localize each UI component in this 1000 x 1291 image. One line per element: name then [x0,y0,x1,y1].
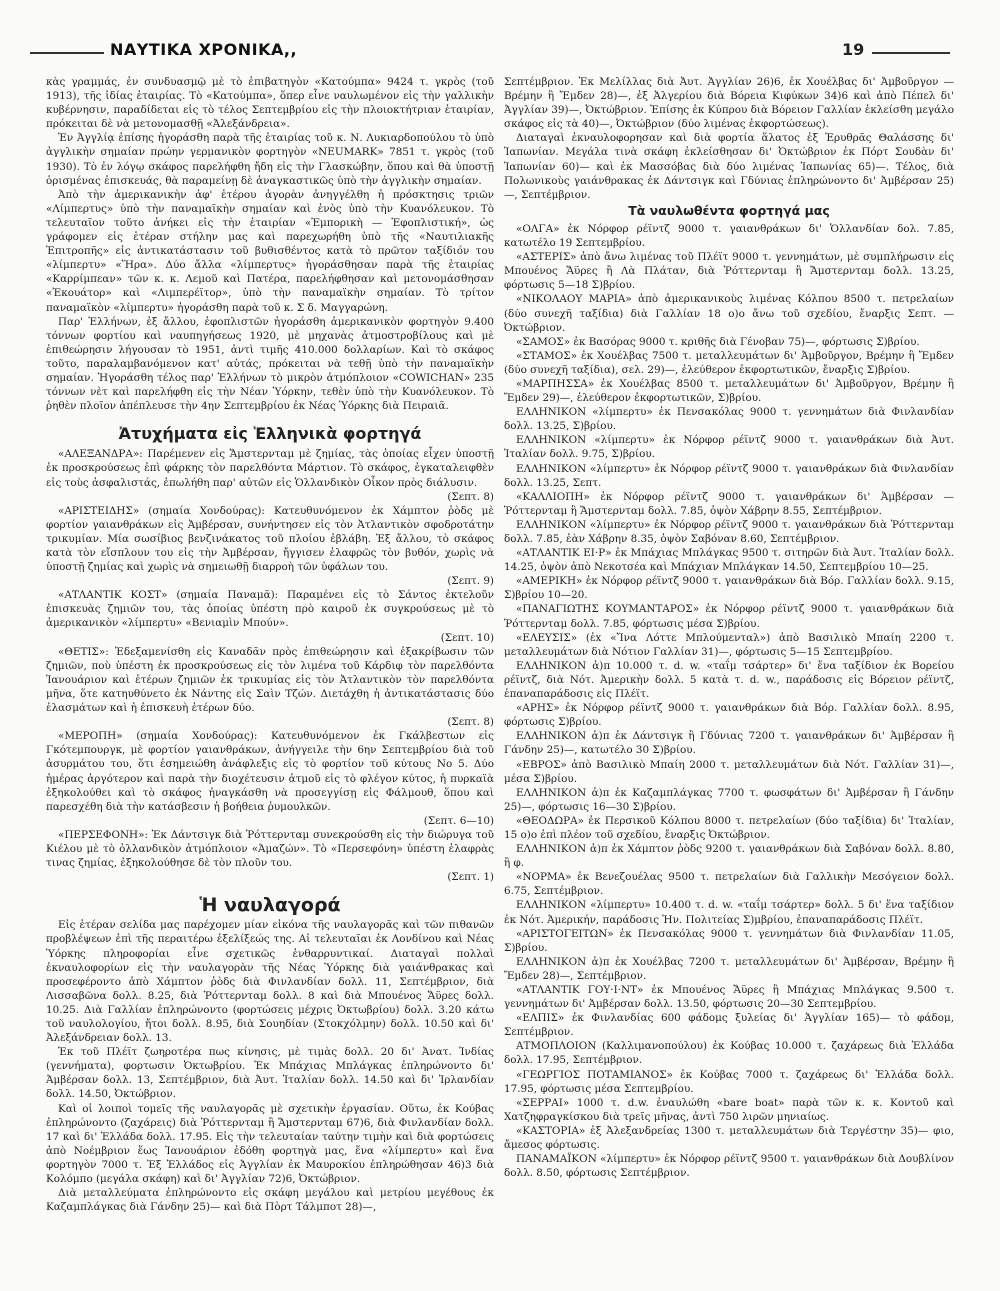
accident-date: (Σεπτ. 9) [447,575,494,588]
charter-entry: ΕΛΛΗΝΙΚΟΝ ἀ)π ἐκ Χουέλβας 7200 τ. μεταλλευμάτων δι' Ἀμβέρσαν, Βρέμην ἢ Ἔμδεν 28)—, Σεπτέμβριον. [504,955,954,982]
accident-item: «ΠΕΡΣΕΦΟΝΗ»: Ἐκ Δάντσιγκ διὰ Ῥόττερνταμ συνεκρούσθη εἰς τὴν διώρυγα τοῦ Κιέλου μὲ τὸ ὁλλανδικὸν ἀτμόπλοιον «Ἀμαζών». Τὸ «Περσεφόνη» ὑπέστη ἐλαφρὰς τινας ζημίας, ἐξηκολούθησε δὲ τὸν πλοῦν του. [46,828,494,870]
charter-entry: ΑΤΜΟΠΛΟΙΟΝ (Καλλιμανοπούλου) ἐκ Κούβας 10.000 τ. ζαχάρεως διὰ Ἑλλάδα δολλ. 17.95, Σεπτέμβριον. [504,1040,954,1067]
accident-item: «ΜΕΡΟΠΗ» (σημαία Χονδούρας): Κατευθυνόμενον ἐκ Γκάλβεστων εἰς Γκότεμπουργκ, μὲ φορτίον γαιανθράκων, ἀνήγγειλε τὴν 6ην Σεπτεμβρίου διὰ τοῦ ἀσυρμάτου του, ὅτι ἐσημειώθη ἀνάφλεξις εἰς τὸ φορτίον τοῦ κύτους No 5. Δύο ἡμέρας ἀργότερον καὶ παρὰ τὴν διοχέτευσιν ἀτμοῦ εἰς τὸ φλέγον κύτος, ἡ πυρκαϊὰ ἐξηκολούθει καὶ τὸ σκάφος ἠναγκάσθη νὰ προσεγγίσῃ εἰς Φάλμουθ, ὅπου καὶ παρεσχέθη διὰ τὴν κατάσβεσιν ἡ βοήθεια ῥυμουλκῶν. [46,730,494,813]
article-paragraph: Εἰς ἑτέραν σελίδα μας παρέχομεν μίαν εἰκόνα τῆς ναυλαγορᾶς καὶ τῶν πιθανῶν προβλέψεων ἐπὶ τῆς περαιτέρω ἐξελίξεώς της. Αἱ τελευταῖαι ἐκ Λονδίνου καὶ Νέας Ὑόρκης πληροφορίαι εἶνε σχετικῶς ἐνθαρρυντικαί. Διαταγαὶ πολλαὶ ἐκναυλοφορίων εἰς τὴν ναυλαγορὰν τῆς Νέας Ὑόρκης διὰ γαιάνθρακας καὶ προσεφέροντο ἀπὸ Χάμπτον ῥὸδς διὰ Φινλανδίαν δολλ. 11, Σεπτέμβριον, διὰ Λισσαβῶνα δολλ. 8.25, διὰ Ῥόττερνταμ δολλ. 8 καὶ διὰ Μπουένος Ἄϋρες δολλ. 10.25. Διὰ Γαλλίαν ἐπληρώνοντο (φορτώσεις μέχρις Ὀκτωβρίου) δολλ. 3.20 κάτω τοῦ ναυλολογίου, ἤτοι δολλ. 8.95, διὰ Σουηδίαν (Στοκχόλμην) δολλ. 10.50 καὶ δι' Ἀλεξάνδρειαν δολλ. 13. [46,919,494,1045]
accident-item: «ΑΛΕΞΑΝΔΡΑ»: Παρέμενεν εἰς Ἄμστερνταμ μὲ ζημίας, τὰς ὁποίας εἶχεν ὑποστῇ ἐκ προσκρούσεως ἐπὶ φάρκης τὸν παρελθόντα Μάρτιον. Τὸ σκάφος, ἐγκαταλειφθὲν εἰς τοὺς ἀσφαλιστάς, ἐπωλήθη παρ' αὐτῶν εἰς Ὁλλανδικὸν Οἶκον πρὸς διάλυσιν. [46,448,494,489]
charter-entry: ΕΛΛΗΝΙΚΟΝ «λίμπερτυ» ἐκ Νόρφορ ρέϊντζ 9000 τ. γαιανθράκων διὰ Φινλανδίαν δολλ. 13.25, Σεπτ. [504,462,954,489]
market-heading: Ἡ ναυλαγορά [199,894,341,917]
charter-entry: ΕΛΛΗΝΙΚΟΝ ἀ)π ἐκ Δάντσιγκ ἢ Γδύνιας 7200 τ. γαιανθράκων δι' Ἀμβέρσαν ἢ Γάνδην 25)—, κατωτέλο 30 Σ)βρίου. [504,730,954,757]
accident-item: «ΑΡΙΣΤΕΙΔΗΣ» (σημαία Χονδούρας): Κατευθυνόμενον ἐκ Χάμπτον ῥὸδς μὲ φορτίον γαιανθράκων εἰς Ἀμβέρσαν, συνήντησεν εἰς τὸν Ἀτλαντικὸν σφοδροτάτην τρικυμίαν. Μία σωσίβιος βενζινάκατος τοῦ πλοίου ἐβλάβη. Ἐξ ἄλλου, τὸ σκάφος κατὰ τὸν εἴσπλουν του εἰς τὴν Ἀμβέρσαν, ἤγγισεν ἐλαφρῶς τὸν βυθόν, χωρὶς νὰ ὑποστῇ ζημίας καὶ χωρὶς νὰ σημειωθῇ διαρροὴ τῶν ὑφάλων του. [46,504,494,574]
article-paragraph: Παρ' Ἑλλήνων, ἐξ ἄλλου, ἐφοπλιστῶν ἠγοράσθη ἀμερικανικὸν φορτηγὸν 9.400 τόννων φορτίου καὶ ναυπηγήσεως 1920, μὲ μηχανὰς ἀτμοστροβίλους καὶ μὲ ἐπιθεώρησιν λήγουσαν τὸ 1951, ἀντὶ τιμῆς 410.000 δολλαρίων. Καὶ τὸ σκάφος τοῦτο, παραλαμβανόμενον κατ' αὐτάς, πρόκειται νὰ τεθῇ ὑπὸ τὴν παναμαϊκὴν σημαίαν. Ἠγοράσθη τέλος παρ' Ἑλλήνων τὸ μικρὸν ἀτμόπλοιον «COWICHAN» 235 τόννων νὲτ καὶ παρελήφθη εἰς τὴν Νέαν Ὑόρκην, τεθὲν ὑπὸ τὴν Κυανόλευκον. Τὸ ῥηθὲν πλοῖον ἀπέπλευσε τὴν 4ην Σεπτεμβρίου ἐκ Νέας Ὑόρκης διὰ Πειραιᾶ. [46,315,494,413]
charter-entry: «ΑΤΛΑΝΤΙΚ ΓΟΥ·Ι·ΝΤ» ἐκ Μπουένος Ἄϋρες ἢ Μπάχιας Μπλάγκας 9.500 τ. γεννημάτων δι' Ἀμβέρσαν δολλ. 13.50, φόρτωσις 20—30 Σεπτεμβρίου. [504,984,954,1011]
charter-entry: «ΚΑΛΛΙΟΠΗ» ἐκ Νόρφορ ρέϊντζ 9000 τ. γαιανθράκων δι' Ἀμβέρσαν — Ῥόττερνταμ ἢ Ἄμστερνταμ δολλ. 7.85, ὀψὸν Χάβρην 8.55, Σεπτέμβριον. [504,490,954,517]
charter-entry: «ΕΒΡΟΣ» ἀπὸ Βασιλικὸ Μπαίη 2000 τ. μεταλλευμάτων διὰ Νότ. Γαλλίαν 31)—, μέσα Σ)βρίου. [504,758,954,785]
left-column [46,75,494,1214]
charter-entry: «ΑΤΛΑΝΤΙΚ ΕΙ·Ρ» ἐκ Μπάχιας Μπλάγκας 9500 τ. σιτηρῶν διὰ Ἀυτ. Ἰταλίαν δολλ. 14.25, ὀψὸν ἀπὸ Νεκοτσέα καὶ Μπάχιαν Μπλάγκαν 14.50, Σεπτεμβρίου 10—25. [504,547,954,574]
charter-entry: «ΝΙΚΟΛΑΟΥ ΜΑΡΙΑ» ἀπὸ ἀμερικανικοὺς λιμένας Κόλπου 8500 τ. πετρελαίων (δύο συνεχῆ ταξίδια) διὰ Γαλλίαν 18 ο)ο ἄνω τοῦ σχεδίου, ἔναρξις Σεπτ. — Ὀκτώβριον. [504,293,954,334]
charter-entry: ΕΛΛΗΝΙΚΟΝ «λίμπερτυ» ἐκ Νόρφορ ρέϊντζ 9000 τ. γαιανθράκων διὰ Ἀυτ. Ἰταλίαν δολλ. 9.75, Σ)βρίου. [504,434,954,461]
charter-entry: «ΑΣΤΕΡΙΣ» ἀπὸ ἄνω λιμένας τοῦ Πλέϊτ 9000 τ. γεννημάτων, μὲ συμπλήρωσιν εἰς Μπουένος Ἄϋρες ἢ Λὰ Πλάταν, διὰ Ῥόττερνταμ ἢ Ἄμστερνταμ δολλ. 13.25, φόρτωσις 5—18 Σ)βρίου. [504,251,954,292]
accident-item: «ΑΤΛΑΝΤΙΚ ΚΟΣΤ» (σημαία Παναμᾶ): Παραμένει εἰς τὸ Σάντος ἐκτελοῦν ἐπισκευὰς ζημιῶν του, τὰς ὁποίας ὑπέστη πρὸ καιροῦ ἐκ συγκρούσεως μὲ τὸ ἀμερικανικὸν «λίμπερτυ» «Βενιαμὶν Μπούν». [46,589,494,630]
charter-list [504,222,954,1180]
accident-date: (Σεπτ. 8) [447,716,494,729]
charter-entry: ΕΛΛΗΝΙΚΟΝ «λίμπερτυ» ἐκ Νόρφορ ρέϊντζ 9000 τ. γαιανθράκων διὰ Ῥόττερνταμ δολλ. 7.85, ἐὰν Χάβρην 8.35, ὀψὸν Σαβόναν 8.60, Σεπτέμβριον. [504,518,954,545]
page-number: 19 [842,40,865,59]
page-header [30,40,970,70]
chartered-heading: Τὰ ναυλωθέντα φορτηγά μας [628,202,830,218]
charter-entry: «ΑΜΕΡΙΚΗ» ἐκ Νόρφορ ρέϊντζ 9000 τ. γαιανθράκων διὰ Βόρ. Γαλλίαν δολλ. 9.15, Σ)βρίου 10—20. [504,575,954,602]
charter-entry: «ΝΟΡΜΑ» ἐκ Βενεζουέλας 9500 τ. πετρελαίων διὰ Γαλλικὴν Μεσόγειον δολλ. 6.75, Σεπτέμβριον. [504,871,954,898]
charter-entry: «ΣΑΜΟΣ» ἐκ Βασόρας 9000 τ. κριθῆς διὰ Γένοβαν 75)—, φόρτωσις Σ)βρίου. [516,335,920,348]
right-column [504,75,954,1180]
publication-title: ΝΑΥΤΙΚΑ ΧΡΟΝΙΚΑ,, [110,40,298,59]
charter-entry: ΠΑΝΑΜΑΪΚΟΝ «λίμπερτυ» ἐκ Νόρφορ ρέϊντζ 9500 τ. γαιανθράκων διὰ Δουβλίνον δολλ. 8.50, φόρτωσις Σεπτέμβριον. [504,1153,954,1180]
accident-date: (Σεπτ. 8) [447,490,494,503]
accident-item: «ΘΕΤΙΣ»: Ἐδεξαμενίσθη εἰς Καναδᾶν πρὸς ἐπιθεώρησιν καὶ ἐξακρίβωσιν τῶν ζημιῶν, ποὺ ὑπέστη ἐκ προσκρούσεως εἰς τὸν λιμένα τοῦ Κάρδιφ τὸν παρελθόντα Ἰανουάριον καὶ ἑτέρων ζημιῶν ἐκ τρικυμίας εἰς τὸν Ἀτλαντικὸν τὸν παρελθόντα μῆνα, ὅτε κατηυθύνετο ἐκ Νάντης εἰς Σαὶν Τζών. Διετάχθη ἡ ἀντικατάστασις δύο ἐλασμάτων καὶ ἡ ἐπισκευὴ ἑτέρων δύο. [46,645,494,715]
charter-entry: «ΘΕΟΔΩΡΑ» ἐκ Περσικοῦ Κόλπου 8000 τ. πετρελαίων (δύο ταξίδια) δι' Ἰταλίαν, 15 ο)ο ἐπὶ πλέον τοῦ σχεδίου, ἔναρξις Ὀκτώβριον. [504,814,954,841]
article-paragraph: Διαταγαὶ ἐκναυλοφορησαν καὶ διὰ φορτία ἅλατος ἐξ Ἐρυθρᾶς Θαλάσσης δι' Ἰαπωνίαν. Μεγάλα τινὰ σκάφη ἐκλείσθησαν δι' Ὀκτώβριον ἐκ Πόρτ Σουδὰν δι' Ἰαπωνίαν 60)— καὶ ἐκ Μασσόβας διὰ δύο λιμένας Ἰαπωνίας 65)—. Τέλος, διὰ Πολωνικοὺς γαιάνθρακας ἐκ Δάντσιγκ καὶ Γδύνιας ἐπληρώνοντο δι' Ἀμβέρσαν 25)—, Σεπτέμβριον. [504,132,954,201]
accident-date: (Σεπτ. 10) [440,631,494,644]
charter-entry: «ΚΑΣΤΟΡΙΑ» ἐξ Ἀλεξανδρείας 1300 τ. μεταλλευμάτων διὰ Τεργέστην 35)— φιο, ἄμεσος φόρτωσις. [504,1124,954,1152]
article-paragraph: Ἀπὸ τὴν ἀμερικανικὴν ἀφ' ἑτέρου ἀγορὰν ἀνηγγέλθη ἡ πρόσκτησις τριῶν «Λίμπερτυς» ὑπὸ τὴν παναμαϊκὴν σημαίαν καὶ ἑνὸς ὑπὸ τὴν Κυανόλευκον. Τὸ τελευταῖον τοῦτο ἀνήκει εἰς τὴν ἑταιρίαν «Ἐμπορικὴ — Ἐφοπλιστική», ὡς γράφομεν εἰς ἑτέραν στήλην μας καὶ παρεχωρήθη ὑπὸ τῆς «Ναυτιλιακῆς Ἐπιτροπῆς» εἰς ἀντικατάστασιν τοῦ βυθισθέντος κατὰ τὸ πρῶτον ταξίδιόν του «λίμπερτυ» «Ἥρα». Δύο ἄλλα «λίμπερτυς» ἠγοράσθησαν παρὰ τῆς ἑταιρίας «Καρρίμπεαν» τῶν κ. κ. Λεμοῦ καὶ Πατέρα, παρελήφθησαν καὶ μετονομάσθησαν «Ἐκουάτορ» καὶ «Λιμπερέϊτορ», ὑπὸ τὴν παναμαϊκὴν σημαίαν. Τὸ τρίτον παναμαϊκὸν «λίμπερτυ» ἠγοράσθη παρὰ τοῦ κ. Σ δ. Μαγγαρώνη. [46,188,494,314]
accident-date: (Σεπτ. 1) [447,871,494,884]
article-paragraph: Ἐν Ἀγγλίᾳ ἐπίσης ἠγοράσθη παρὰ τῆς ἑταιρίας τοῦ κ. Ν. Λυκιαρδοπούλου τὸ ὑπὸ ἀγγλικὴν σημαίαν πρώην γερμανικὸν φορτηγὸν «NEUMARK» 7851 τ. γκρὸς (τοῦ 1930). Τὸ ἐν λόγῳ σκάφος παρελήφθη ἤδη εἰς τὴν Γλασκώβην, ὅπου καὶ θὰ ὑποστῇ ὁρισμένας ἐπισκευάς, θὰ παραμείνῃ δὲ ἀναγκαστικῶς ὑπὸ τὴν ἀγγλικὴν σημαίαν. [46,132,494,187]
accident-date: (Σεπτ. 6—10) [423,814,494,827]
charter-entry: ΕΛΛΗΝΙΚΟΝ ἀ)π ἐκ Καζαμπλάγκας 7700 τ. φωσφάτων δι' Ἀμβέρσαν ἢ Γάνδην 25)—, φόρτωσις 16—30 Σ)βρίου. [504,786,954,813]
header-rule-right [872,52,950,54]
charter-entry: ΕΛΛΗΝΙΚΟΝ ἀ)π ἐκ Χάμπτον ῥὸδς 9200 τ. γαιανθράκων διὰ Σαβόναν δολλ. 8.80, ἢ φ. [504,843,954,870]
article-paragraph: Σεπτέμβριον. Ἐκ Μελίλλας διὰ Ἀυτ. Ἀγγλίαν 26)6, ἐκ Χουέλβας δι' Ἀμβοῦργον — Βρέμην ἢ Ἔμδεν 28)—, ἐξ Ἀλγερίου διὰ Βόρεια Κιφύκων 34)6 καὶ ἀπὸ Πέπελ δι' Ἀγγλίαν 39)—, Ὀκτώβριον. Ἐπίσης ἐκ Κύπρου διὰ Βόρειον Γαλλίαν ἐκλείσθη μεγάλο σκάφος εἰς τὰ 40)—, Ὀκτώβριον (δύο λιμένας ἐκφορτώσεως). [504,76,954,131]
charter-entry: «ΕΛΠΙΣ» ἐκ Φινλανδίας 600 φάδομς ξυλείας δι' Ἀγγλίαν 165)— τὸ φάδομ, Σεπτέμβριον. [504,1012,954,1039]
accidents-heading: Ἀτυχήματα εἰς Ἑλληνικὰ φορτηγά [118,424,422,444]
charter-entry: «ΓΕΩΡΓΙΟΣ ΠΟΤΑΜΙΑΝΟΣ» ἐκ Κούβας 7000 τ. ζαχάρεως δι' Ἑλλάδα δολλ. 17.95, φόρτωσις μέσα Σεπτεμβρίου. [504,1068,954,1095]
charter-entry: «ΣΕΡΡΑΙ» 1000 τ. d.w. ἐναυλώθη «bare boat» παρὰ τῶν κ. κ. Κοντοῦ καὶ Χατζηφραγκίσκου διὰ τρεῖς μῆνας, ἀντὶ 750 λιρῶν μηνιαίως. [504,1096,954,1123]
charter-entry: «ΟΛΓΑ» ἐκ Νόρφορ ρέϊντζ 9000 τ. γαιανθράκων δι' Ὁλλανδίαν δολ. 7.85, κατωτέλο 19 Σεπτεμβρίου. [504,222,954,250]
charter-entry: «ΑΡΗΣ» ἐκ Νόρφορ ρέϊντζ 9000 τ. γαιανθράκων διὰ Βόρ. Γαλλίαν δολλ. 8.95, φόρτωσις Σ)βρίου. [504,702,954,729]
header-rule-left [30,52,104,54]
charter-entry: «ΜΑΡΠΗΣΣΑ» ἐκ Χουέλβας 8500 τ. μεταλλευμάτων δι' Ἀμβοῦργον, Βρέμην ἢ Ἔμδεν 29)—, ἐλεύθερον ἐκφορτωτικῶν, Σ)βρίου. [504,377,954,405]
charter-entry: «ΑΡΙΣΤΟΓΕΙΤΩΝ» ἐκ Πενσακόλας 9000 τ. γεννημάτων διὰ Φινλανδίαν 11.05, Σ)βρίου. [504,927,954,954]
charter-entry: «ΠΑΝΑΓΙΩΤΗΣ ΚΟΥΜΑΝΤΑΡΟΣ» ἐκ Νόρφορ ρέϊντζ 9000 τ. γαιανθράκων διὰ Ῥόττερνταμ δολλ. 7.85, φόρτωσις μέσα Σ)βρίου. [504,603,954,630]
article-paragraph: Διὰ μεταλλεύματα ἐπληρώνοντο εἰς σκάφη μεγάλου καὶ μετρίου μεγέθους ἐκ Καζαμπλάγκας διὰ Γάνδην 25)— καὶ διὰ Πὸρτ Τάλμποτ 28)—, [46,1187,494,1214]
article-paragraph: Καὶ οἱ λοιποὶ τομεῖς τῆς ναυλαγορᾶς μὲ σχετικὴν ἐργασίαν. Οὕτω, ἐκ Κούβας ἐπληρώνοντο (ζαχάρεις) διὰ Ῥόττερνταμ ἢ Ἄμστερνταμ 67)6, διὰ Φινλανδίαν δολλ. 17 καὶ δι' Ἑλλάδα δολλ. 17.95. Εἰς τὴν τελευταίαν ταύτην τιμὴν καὶ διὰ φορτώσεις ἀπὸ Νοέμβριον ἕως Ἰανουάριον ἐδόθη φορτηγὰ μας, ἕνα «λίμπερτυ» καὶ ἕνα φορτηγὸν 7000 τ. Ἐξ Ἑλλάδος εἰς Ἀγγλίαν ἐκ Μαυροκίου ἐπληρώθησαν 46)3 διὰ Κολόμπο (μεγάλα σκάφη) καὶ δι' Ἀγγλίαν 72)6, Ὀκτώβριον. [46,1102,494,1186]
article-paragraph: Ἐκ τοῦ Πλέϊτ ζωηροτέρα πως κίνησις, μὲ τιμὰς δολλ. 20 δι' Ἀνατ. Ἰνδίας (γεννήματα), φορτωσιν Ὀκτωβρίου. Ἐκ Μπάχιας Μπλάγκας ἐπληρώνοντο δι' Ἀμβέρσαν δολλ. 13, Σεπτέμβριον, διὰ Ἀυτ. Ἰταλίαν δολλ. 14.50 καὶ δι' Ἰρλανδίαν δολλ. 14.50, Ὀκτώβριον. [46,1046,494,1101]
charter-entry: ΕΛΛΗΝΙΚΟΝ «λίμπερτυ» ἐκ Πενσακόλας 9000 τ. γεννημάτων διὰ Φινλανδίαν δολλ. 13.25, Σ)βρίου. [504,406,954,433]
charter-entry: ΕΛΛΗΝΙΚΟΝ «λίμπερτυ» 10.400 τ. d. w. «ταΐμ τσάρτερ» δολλ. 5 δι' ἕνα ταξίδιον ἐκ Νότ. Ἀμερικήν, παράδοσις Ἡν. Πολιτείας Σ)μβρίου, ἐπαναπαράδοσις Πλέϊτ. [504,899,954,926]
charter-entry: «ΣΤΑΜΟΣ» ἐκ Χουέλβας 7500 τ. μεταλλευμάτων δι' Ἀμβοῦργον, Βρέμην ἢ Ἔμδεν (δύο συνεχῆ ταξίδια), σελ. 29)—, ἐλεύθερον ἐκφορτωτικῶν, ἔναρξις Σ)βρίου. [504,349,954,376]
charter-entry: ΕΛΛΗΝΙΚΟΝ ἀ)π 10.000 τ. d. w. «ταΐμ τσάρτερ» δι' ἕνα ταξίδιον ἐκ Βορείου ρέϊντζ, διὰ Νότ. Ἀμερικὴν δολλ. 5 κατὰ τ. d. w., παράδοσις εἰς Βόρειον ρέϊντζ, ἐπαναπαράδοσις εἰς Πλέϊτ. [504,659,954,701]
article-paragraph: κὰς γραμμάς, ἐν συνδυασμῷ μὲ τὸ ἐπιβατηγὸν «Κατούμπα» 9424 τ. γκρὸς (τοῦ 1913), τῆς ἰδίας ἑταιρίας. Τὸ «Κατούμπα», ὅπερ εἶνε ναυλωμένον εἰς τὴν γαλλικὴν κυβέρνησιν, παραδίδεται εἰς τὸ τέλος Σεπτεμβρίου εἰς τὴν πλοιοκτήτριαν ἑταιρίαν, πρόκειται δὲ νὰ μετονομασθῇ «Ἀλεξάνδρεια». [46,76,494,131]
charter-entry: «ΕΛΕΥΣΙΣ» (ἐx «Ἴνα Λόττε Μπλούμενταλ») ἀπὸ Βασιλικὸ Μπαίη 2200 τ. μεταλλευμάτων διὰ Νότιον Γαλλίαν 31)—, φόρτωσις 5—15 Σεπτεμβρίου. [504,631,954,658]
